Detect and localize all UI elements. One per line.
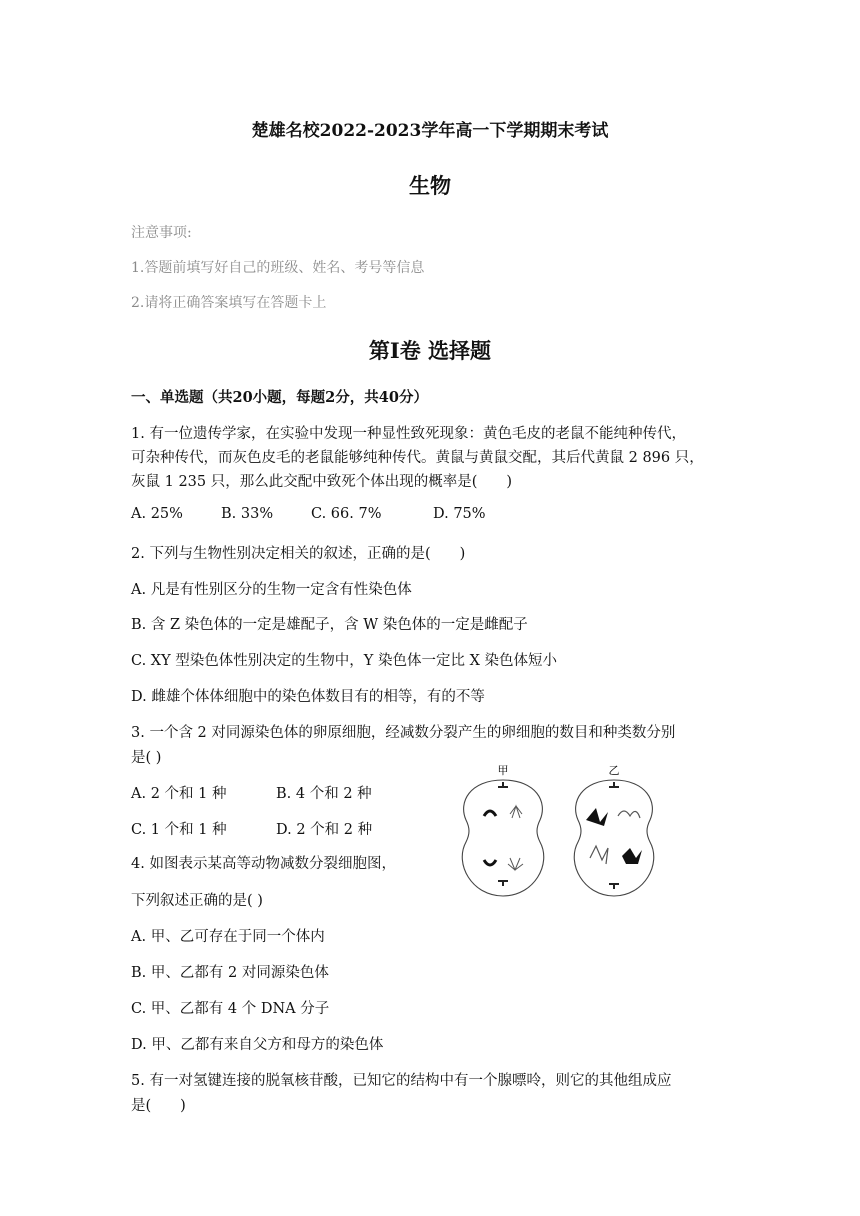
question-5-line: 是( ) [131, 1098, 186, 1114]
question-2-option-d: D. 雌雄个体体细胞中的染色体数目有的相等，有的不等 [131, 689, 485, 705]
question-4-option-a: A. 甲、乙可存在于同一个体内 [131, 929, 325, 945]
question-1-line: 可杂种传代，而灰色皮毛的老鼠能够纯种传代。黄鼠与黄鼠交配，其后代黄鼠 2 896 只， [131, 450, 704, 466]
note-item: 2.请将正确答案填写在答题卡上 [131, 295, 327, 311]
question-2-option-b: B. 含 Z 染色体的一定是雄配子，含 W 染色体的一定是雌配子 [131, 617, 528, 633]
part-heading: 一、单选题（共20小题，每题2分，共40分） [131, 389, 428, 406]
question-5-line: 5. 有一对氢键连接的脱氧核苷酸，已知它的结构中有一个腺嘌呤，则它的其他组成应 [131, 1073, 672, 1089]
question-1-option-d: D. 75% [433, 506, 486, 522]
section-title: 第Ⅰ卷 选择题 [368, 338, 492, 363]
cell-division-diagram [450, 760, 660, 905]
question-1-option-a: A. 25% [131, 506, 183, 522]
chromosome [510, 806, 522, 818]
notes-heading: 注意事项: [131, 225, 192, 241]
question-3-option-b: B. 4 个和 2 种 [276, 786, 372, 802]
chromosome [586, 808, 608, 826]
question-3-option-d: D. 2 个和 2 种 [276, 822, 373, 838]
centriole-top-yi [609, 782, 619, 787]
question-4-option-c: C. 甲、乙都有 4 个 DNA 分子 [131, 1001, 330, 1017]
question-2-stem: 2. 下列与生物性别决定相关的叙述，正确的是( ) [131, 546, 466, 562]
question-4-line: 4. 如图表示某高等动物减数分裂细胞图， [131, 856, 396, 872]
centriole-bottom-jia [498, 881, 508, 886]
chromosome [508, 858, 523, 870]
chromosome [590, 846, 608, 864]
question-4-option-d: D. 甲、乙都有来自父方和母方的染色体 [131, 1037, 384, 1053]
subject-title: 生物 [409, 173, 451, 198]
question-1-line: 1. 有一位遗传学家，在实验中发现一种显性致死现象：黄色毛皮的老鼠不能纯种传代， [131, 426, 686, 442]
question-1-option-b: B. 33% [221, 506, 274, 522]
question-2-option-c: C. XY 型染色体性别决定的生物中，Y 染色体一定比 X 染色体短小 [131, 653, 558, 669]
cell-yi [574, 780, 654, 896]
figure-label-yi: 乙 [608, 764, 620, 777]
question-1-line: 灰鼠 1 235 只，那么此交配中致死个体出现的概率是( ) [131, 474, 513, 490]
cell-jia [462, 780, 543, 896]
question-3-option-c: C. 1 个和 1 种 [131, 822, 227, 838]
chromosome [618, 811, 640, 818]
chromosome [622, 848, 642, 864]
question-4-line: 下列叙述正确的是( ) [131, 893, 263, 909]
centriole-top-jia [498, 782, 508, 787]
question-3-line: 3. 一个含 2 对同源染色体的卵原细胞，经减数分裂产生的卵细胞的数目和种类数分别 [131, 725, 676, 741]
chromosome [484, 811, 496, 816]
question-3-line: 是( ) [131, 750, 162, 766]
figure-label-jia: 甲 [497, 764, 509, 777]
note-item: 1.答题前填写好自己的班级、姓名、考号等信息 [131, 260, 425, 276]
centriole-bottom-yi [609, 884, 619, 889]
question-4-option-b: B. 甲、乙都有 2 对同源染色体 [131, 965, 329, 981]
question-2-option-a: A. 凡是有性别区分的生物一定含有性染色体 [131, 582, 412, 598]
chromosome [484, 860, 496, 865]
exam-title: 楚雄名校2022-2023学年高一下学期期末考试 [251, 121, 609, 141]
question-1-option-c: C. 66. 7% [311, 506, 382, 522]
question-3-option-a: A. 2 个和 1 种 [131, 786, 227, 802]
